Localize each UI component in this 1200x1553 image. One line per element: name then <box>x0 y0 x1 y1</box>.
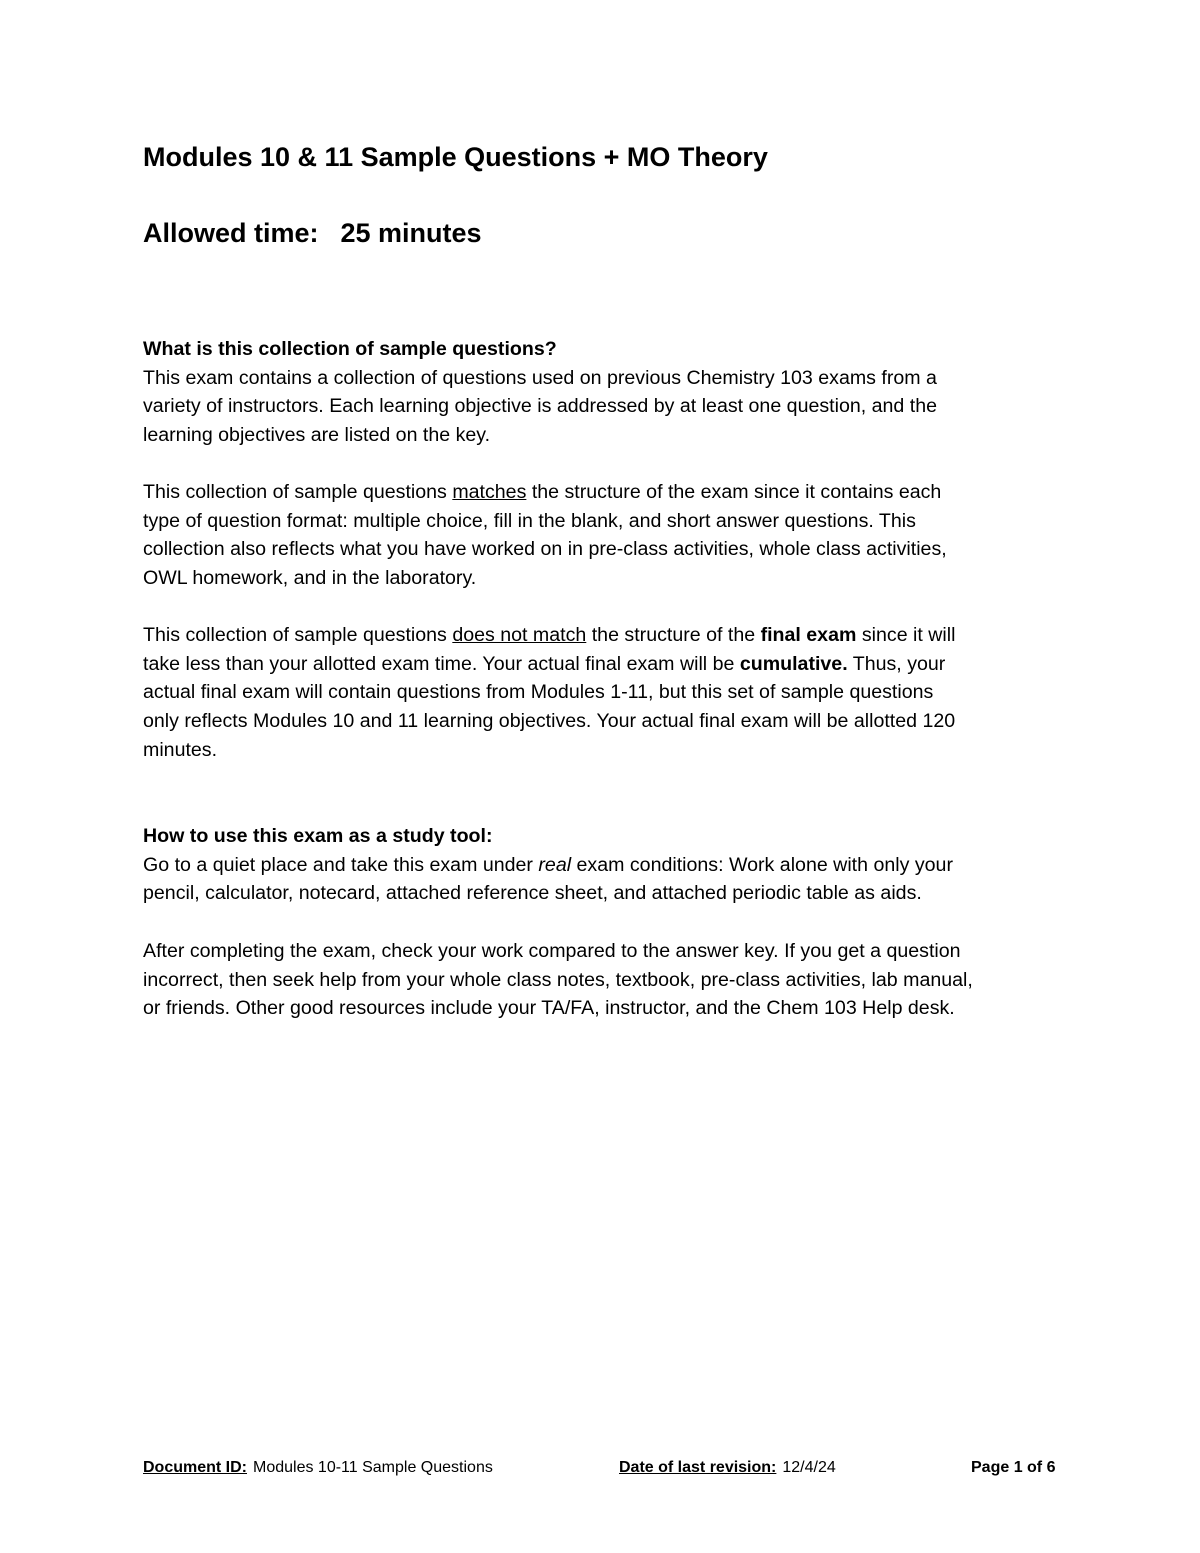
section-heading-how-to-use: How to use this exam as a study tool: <box>143 825 493 847</box>
footer-page-number: Page 1 of 6 <box>971 1459 1056 1476</box>
paragraph-line: only reflects Modules 10 and 11 learning objectives. Your actual final exam will be allotted 120 <box>143 710 956 733</box>
paragraph-line: collection also reflects what you have worked on in pre-class activities, whole class activities, <box>143 538 947 561</box>
paragraph-matches <box>143 478 1063 593</box>
bold-text: cumulative. <box>739 652 848 675</box>
text-run: take less than your allotted exam time. Your actual final exam will be <box>143 652 740 675</box>
paragraph-line: After completing the exam, check your work compared to the answer key. If you get a question <box>143 940 961 962</box>
italic-text: real <box>538 853 572 876</box>
paragraph-line: type of question format: multiple choice, fill in the blank, and short answer questions. This <box>143 509 916 532</box>
text-run: This collection of sample questions <box>143 624 453 646</box>
paragraph-does-not-match <box>143 621 1063 765</box>
footer-document-id <box>143 1459 493 1477</box>
allowed-time <box>143 218 482 249</box>
bold-text: final exam <box>760 624 857 646</box>
paragraph-line: pencil, calculator, notecard, attached reference sheet, and attached periodic table as aids. <box>143 882 922 905</box>
text-run: This collection of sample questions <box>143 481 453 503</box>
paragraph-line: minutes. <box>143 738 218 761</box>
section-how-to-use <box>143 822 1063 908</box>
text-run: the structure of the <box>586 624 761 646</box>
paragraph-line <box>143 851 1063 880</box>
page-footer <box>0 1459 1200 1483</box>
underlined-text: does not match <box>452 624 587 646</box>
paragraph-line: incorrect, then seek help from your whole class notes, textbook, pre-class activities, lab manual, <box>143 968 973 991</box>
text-run: since it will <box>856 624 956 646</box>
paragraph-line: This exam contains a collection of questions used on previous Chemistry 103 exams from a <box>143 366 937 389</box>
paragraph-line: OWL homework, and in the laboratory. <box>143 567 477 590</box>
footer-revision-label: Date of last revision: <box>619 1459 777 1476</box>
allowed-time-value: 25 minutes <box>340 218 482 248</box>
underlined-text: matches <box>452 481 527 503</box>
document-title: Modules 10 & 11 Sample Questions + MO Theory <box>143 142 768 172</box>
footer-revision-value: 12/4/24 <box>782 1459 836 1476</box>
paragraph-line: actual final exam will contain questions from Modules 1-11, but this set of sample questions <box>143 681 934 704</box>
paragraph-line: or friends. Other good resources include your TA/FA, instructor, and the Chem 103 Help desk. <box>143 997 955 1020</box>
text-run: Go to a quiet place and take this exam under <box>143 853 539 876</box>
section-what-is <box>143 335 1063 450</box>
paragraph-line: variety of instructors. Each learning objective is addressed by at least one question, and the <box>143 395 938 418</box>
paragraph-after-completing <box>143 937 1063 1023</box>
paragraph-line <box>143 478 1063 507</box>
text-run: exam conditions: Work alone with only your <box>571 853 953 876</box>
footer-doc-id-label: Document ID: <box>143 1459 247 1476</box>
text-run: the structure of the exam since it contains each <box>526 481 942 503</box>
section-heading-what-is: What is this collection of sample questions? <box>143 338 557 360</box>
paragraph-line <box>143 621 1063 650</box>
paragraph-line: learning objectives are listed on the key. <box>143 424 491 447</box>
text-run: Thus, your <box>847 652 946 675</box>
footer-doc-id-value: Modules 10-11 Sample Questions <box>253 1459 493 1476</box>
footer-revision-date <box>619 1459 836 1477</box>
paragraph-line <box>143 650 1063 679</box>
allowed-time-label: Allowed time: <box>143 218 319 248</box>
